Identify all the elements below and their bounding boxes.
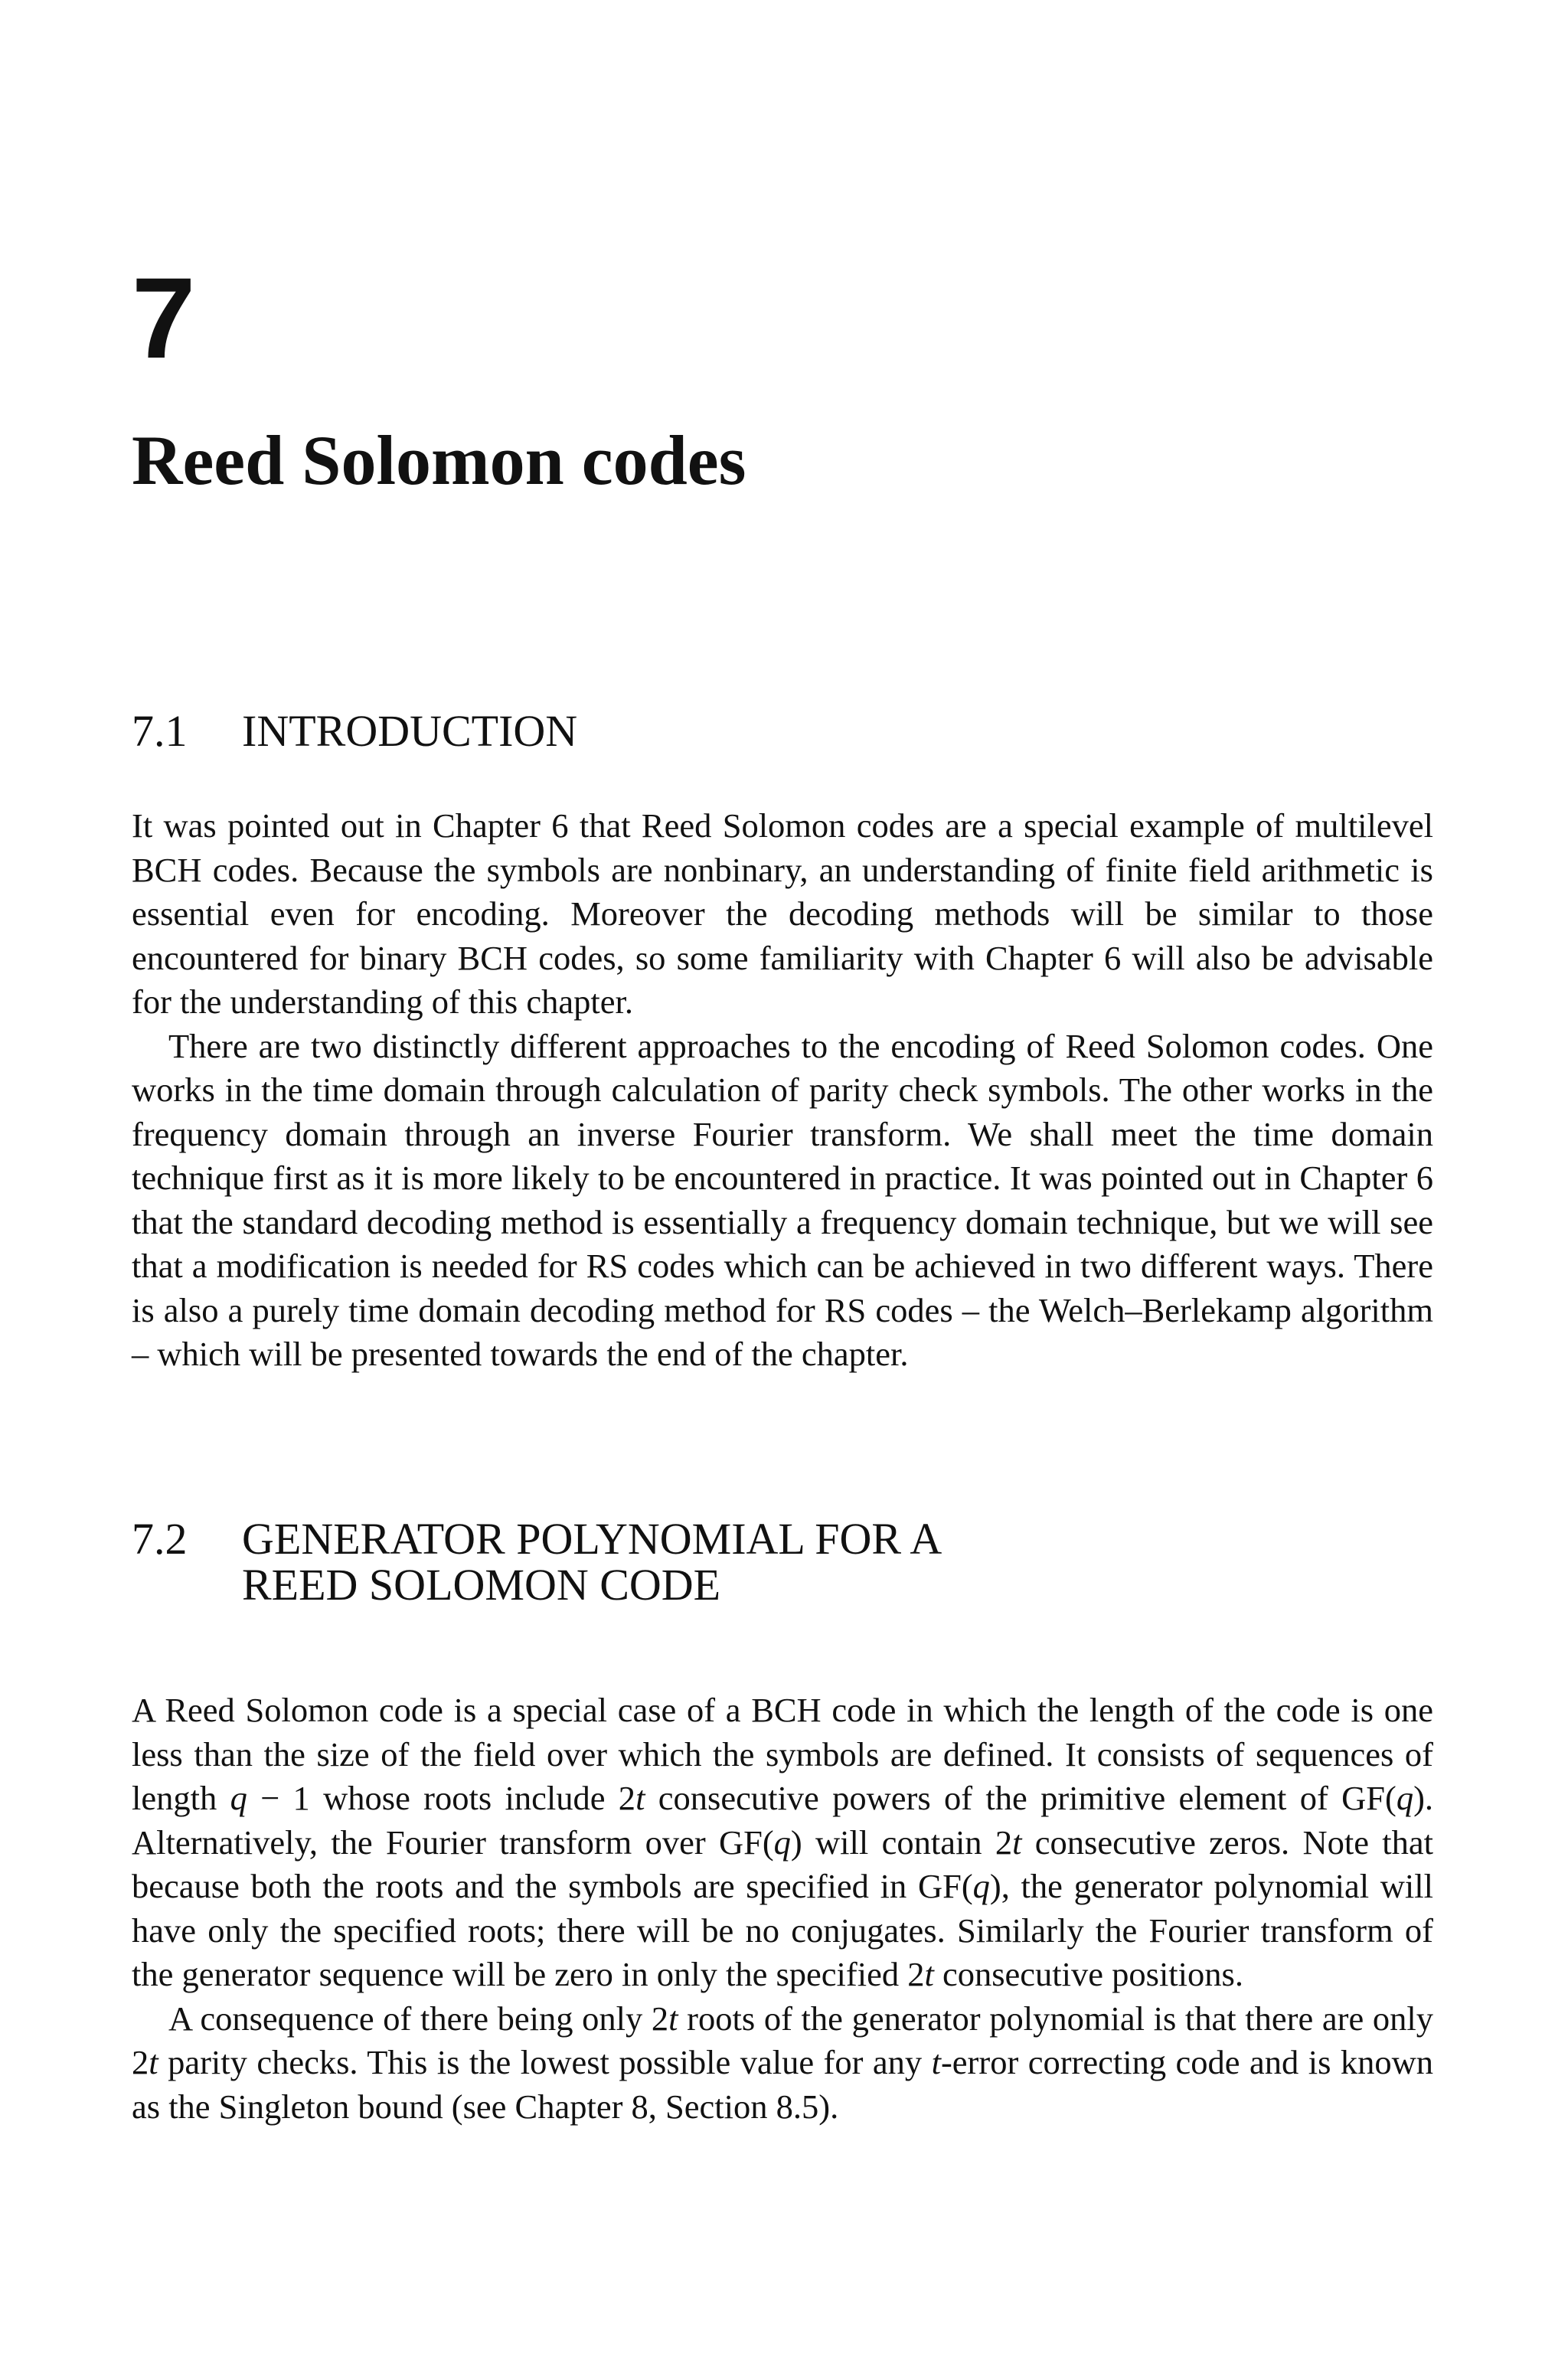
text-run: consecutive powers of the primitive element of GF( [645, 1779, 1396, 1817]
paragraph: It was pointed out in Chapter 6 that Reed Solomon codes are a special example of multilevel BCH codes. Because the symbols are nonbinary, an understanding of finite field arithmetic is essential even for encoding. Moreover the decoding methods will be similar to those encountered for binary BCH codes, so some familiarity with Chapter 6 will also be advisable for the understanding of this chapter. [132, 806, 1433, 1021]
math-variable: q [230, 1779, 247, 1817]
section-title-line-2: REED SOLOMON CODE [242, 1560, 721, 1610]
paragraph [132, 1688, 1433, 1997]
math-variable: q [972, 1867, 990, 1905]
text-run: roots of the generator polynomial is that there are only 2 [132, 1999, 1433, 2081]
text-run: ). Alternatively, the Fourier transform over GF( [132, 1779, 1434, 1862]
text-run: A Reed Solomon code is a special case of a BCH code in which the length of the code is one less than the size of the field over which the symbols are defined. It consists of sequences of length [132, 1691, 1433, 1817]
chapter-number: 7 [132, 253, 196, 382]
section-body-generator-polynomial [132, 1688, 1433, 2129]
section-title: INTRODUCTION [242, 706, 578, 756]
section-body-introduction [132, 804, 1433, 1377]
section-heading-generator-polynomial [132, 1516, 942, 1608]
paragraph: There are two distinctly different approaches to the encoding of Reed Solomon codes. One works in the time domain through calculation of parity check symbols. The other works in the frequency domain through an inverse Fourier transform. We shall meet the time domain technique first as it is more likely to be encountered in practice. It was pointed out in Chapter 6 that the standard decoding method is essentially a frequency domain technique, but we will see that a modification is needed for RS codes which can be achieved in two different ways. There is also a purely time domain decoding method for RS codes – the Welch–Berlekamp algorithm – which will be presented towards the end of the chapter. [132, 1026, 1433, 1373]
math-variable: t [149, 2043, 158, 2081]
math-variable: t [668, 1999, 678, 2038]
math-variable: t [924, 1955, 934, 1993]
chapter-title: Reed Solomon codes [132, 421, 746, 499]
section-number: 7.2 [132, 1514, 188, 1564]
math-variable: q [1396, 1779, 1414, 1817]
section-title-line-1: GENERATOR POLYNOMIAL FOR A [242, 1514, 942, 1564]
paragraph [132, 1997, 1433, 2130]
section-number: 7.1 [132, 706, 188, 756]
text-run: parity checks. This is the lowest possible value for any [158, 2043, 932, 2081]
text-run: ) will contain 2 [790, 1822, 1013, 1862]
text-run: A consequence of there being only 2 [168, 1999, 669, 2038]
section-heading-introduction [132, 708, 577, 754]
text-run: -error correcting code and is known as the Singleton bound (see Chapter 8, Section 8.5). [132, 2043, 1434, 2126]
math-variable: q [773, 1822, 791, 1862]
math-variable: t [931, 2043, 941, 2081]
text-run: consecutive zeros. Note that because both the roots and the symbols are specified in GF( [132, 1822, 1433, 1905]
text-run: − 1 whose roots include 2 [247, 1779, 636, 1817]
text-run: ), the generator polynomial will have only the specified roots; there will be no conjugates. Similarly the Fourier transform of the generator sequence will be zero in only the specified 2 [132, 1867, 1433, 1993]
math-variable: t [635, 1779, 645, 1817]
text-run: consecutive positions. [933, 1955, 1243, 1993]
math-variable: t [1012, 1822, 1022, 1862]
